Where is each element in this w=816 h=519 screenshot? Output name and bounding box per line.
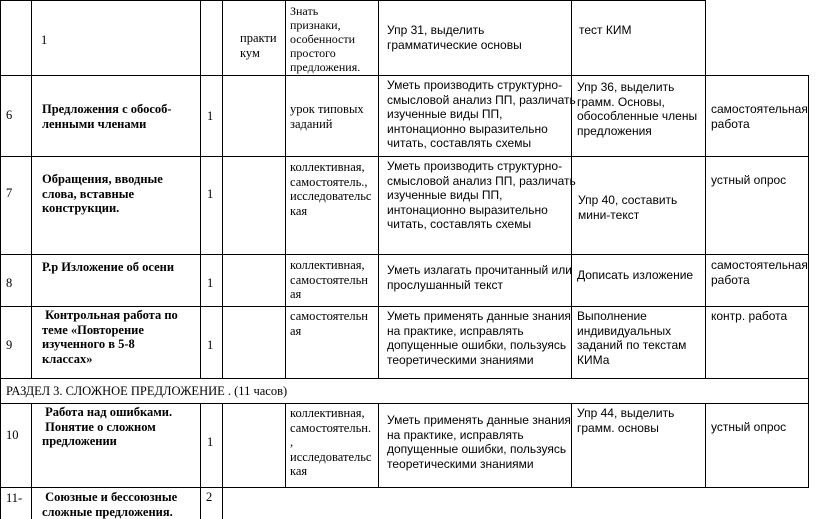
activity-form: коллективная, самостоятельн. , исследовательс кая [290, 406, 372, 478]
column-border [705, 0, 706, 378]
activity-form: коллективная, самостоятельн ая [290, 258, 368, 301]
skills-cell: Уметь излагать прочитанный или прослушанный текст [387, 263, 572, 292]
row-border [0, 75, 809, 76]
hours-count: 1 [207, 435, 214, 449]
control-form: самостоятельная работа [711, 258, 808, 287]
column-border [285, 403, 286, 487]
lesson-number: 1 [41, 33, 48, 47]
column-border [31, 0, 32, 378]
column-border [285, 0, 286, 378]
skills-cell: Уметь производить структурно- смысловой анализ ПП, различать изученные виды ПП, интонационно выразительно читать, составлять схемы [387, 159, 576, 232]
skills-cell: Уметь производить структурно- смысловой анализ ПП, различать изученные виды ПП, интонационно выразительно читать, составлять схемы [387, 78, 576, 151]
lesson-number: 6 [6, 108, 13, 122]
skills-cell: Упр 31, выделить грамматические основы [387, 23, 522, 52]
lesson-topic: Союзные и бессоюзные сложные предложения. [42, 490, 178, 519]
hours-count: 2 [206, 490, 213, 504]
hours-count: 1 [207, 338, 214, 352]
lesson-topic: Контрольная работа по теме «Повторение изученного в 5-8 классах» [42, 308, 178, 366]
column-border [222, 0, 223, 378]
control-form: контр. работа [711, 309, 788, 323]
column-border [378, 403, 379, 487]
row-border [0, 254, 809, 255]
column-border [200, 403, 201, 519]
column-border [222, 403, 223, 519]
hours-count: 1 [207, 109, 214, 123]
lesson-number: 11- [6, 491, 23, 505]
lesson-number: 7 [6, 186, 13, 200]
homework-cell: тест КИМ [579, 23, 632, 37]
row-border [0, 487, 809, 488]
row-border [0, 378, 809, 379]
homework-cell: Упр 40, составить мини-текст [578, 193, 678, 222]
lesson-topic: Р.р Изложение об осени [42, 260, 175, 274]
control-form: самостоятельная работа [711, 102, 808, 131]
homework-cell: Упр 44, выделить грамм. основы [577, 406, 675, 435]
activity-form: самостоятельн ая [290, 309, 368, 338]
control-form: устный опрос [711, 173, 787, 187]
lesson-topic: Предложения с обособ- ленными членами [42, 102, 172, 131]
hours-count: 1 [207, 276, 214, 290]
column-border [571, 403, 572, 487]
activity-form: Знать признаки, особенности простого предложения. [290, 4, 361, 74]
column-border [0, 0, 1, 519]
homework-cell: Дописать изложение [577, 268, 694, 282]
column-border [200, 0, 201, 378]
activity-form: коллективная, самостоятель., исследовательс кая [290, 160, 372, 218]
row-border [0, 0, 705, 1]
skills-cell: Уметь применять данные знания на практике, исправлять допущенные ошибки, пользуясь теоретическими знаниями [387, 413, 571, 471]
column-border [31, 403, 32, 519]
homework-cell: Упр 36, выделить грамм. Основы, обособленные члены предложения [577, 80, 698, 138]
activity-form: урок типовых заданий [290, 102, 364, 131]
column-border [808, 75, 809, 487]
skills-cell: Уметь применять данные знания на практике, исправлять допущенные ошибки, пользуясь теоретическими знаниями [387, 309, 571, 367]
lesson-topic: Работа над ошибками. Понятие о сложном предложении [42, 405, 173, 448]
row-border [0, 156, 809, 157]
section-heading: РАЗДЕЛ 3. СЛОЖНОЕ ПРЕДЛОЖЕНИЕ . (11 часов) [6, 384, 288, 398]
lesson-number: 8 [6, 276, 13, 290]
column-border [705, 403, 706, 487]
lesson-topic: Обращения, вводные слова, вставные конструкции. [42, 172, 163, 215]
control-form: устный опрос [711, 420, 787, 434]
lesson-number: 9 [6, 338, 13, 352]
column-border [378, 0, 379, 378]
row-border [0, 306, 809, 307]
hours-count: 1 [207, 187, 214, 201]
lesson-number: 10 [6, 428, 19, 442]
lesson-type: практи кум [240, 31, 277, 60]
row-border [0, 403, 809, 404]
homework-cell: Выполнение индивидуальных заданий по текстам КИМа [577, 309, 687, 367]
